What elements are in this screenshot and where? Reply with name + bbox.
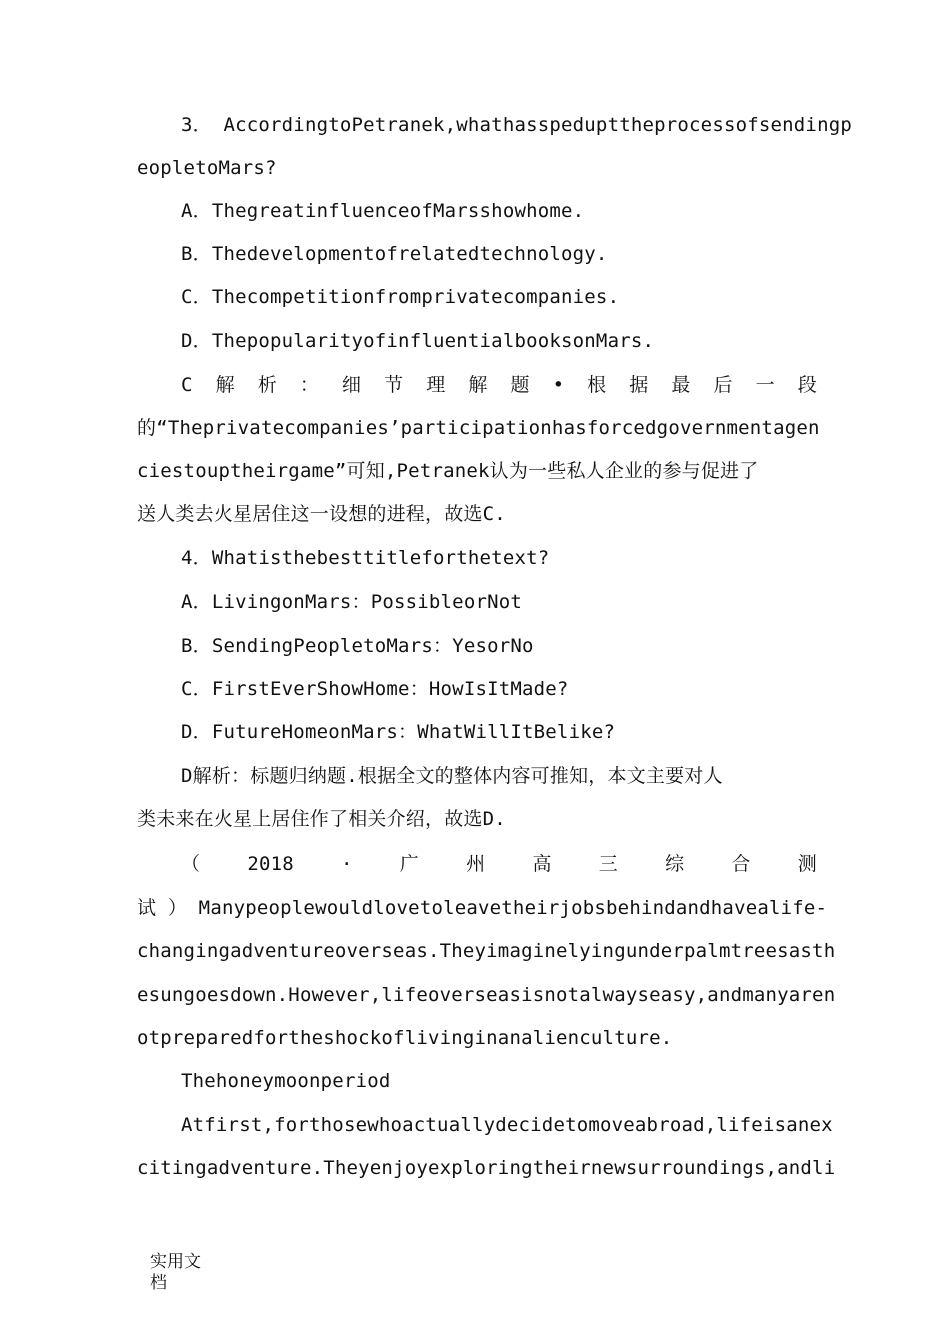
footer-line-2: 档 [150, 1273, 167, 1293]
q4-analysis-line-2: 类未来在火星上居住作了相关介绍，故选D. [137, 808, 506, 830]
analysis-token: 段 [797, 374, 817, 396]
passage-line-2: 试 ） Manypeoplewouldlovetoleavetheirjobsbehindandhavealife- [137, 897, 828, 919]
q3-stem-line-1: 3． AccordingtoPetranek,whathasspedupttheprocessofsendingp [181, 114, 852, 136]
q3-analysis-line-2: 的“Theprivatecompanies’participationhasforcedgovernmentagen [137, 417, 820, 439]
q4-option-c: C．FirstEverShowHome：HowIsItMade? [181, 678, 569, 700]
analysis-token: 根 [587, 374, 607, 396]
analysis-token: 题 [510, 374, 530, 396]
section-heading: Thehoneymoonperiod [181, 1070, 391, 1092]
source-token: 高 [532, 853, 552, 875]
analysis-token: 细 [341, 374, 362, 396]
source-token: 综 [665, 853, 685, 875]
q4-option-b: B．SendingPeopletoMars：YesorNo [181, 635, 534, 657]
analysis-token: 析 [257, 374, 277, 396]
passage-line-4: esungoesdown.However,lifeoverseasisnotalwayseasy,andmanyaren [137, 984, 836, 1006]
passage-line-5: otpreparedfortheshockoflivinginanalienculture. [137, 1027, 673, 1049]
analysis-token: C [181, 374, 193, 396]
source-token: 三 [598, 853, 618, 875]
paragraph-line-1: Atfirst,forthosewhoactuallydecidetomoveabroad,lifeisanex [181, 1114, 833, 1136]
source-token: 合 [731, 853, 751, 875]
q3-option-a: A．ThegreatinfluenceofMarsshowhome. [181, 200, 585, 222]
source-token: 2018 [247, 853, 294, 875]
analysis-token: 据 [629, 374, 649, 396]
q3-option-b: B．Thedevelopmentofrelatedtechnology. [181, 243, 608, 265]
q4-stem: 4．Whatisthebesttitleforthetext? [181, 547, 550, 569]
analysis-token: 节 [384, 374, 404, 396]
analysis-token: ： [299, 374, 320, 396]
analysis-token: 理 [426, 374, 446, 396]
q3-stem-line-2: eopletoMars? [137, 157, 277, 179]
analysis-token: 后 [713, 374, 733, 396]
source-token: 测 [797, 853, 817, 875]
page-footer [150, 1252, 201, 1294]
q3-option-c: C．Thecompetitionfromprivatecompanies. [181, 286, 620, 308]
q3-analysis-line-1 [181, 372, 817, 398]
q4-option-d: D．FutureHomeonMars：WhatWillItBelike? [181, 721, 616, 743]
paragraph-line-2: citingadventure.Theyenjoyexploringtheirnewsurroundings,andli [137, 1157, 836, 1179]
source-token: （ [181, 853, 201, 875]
passage-line-3: changingadventureoverseas.Theyimaginelyingunderpalmtreesasth [137, 940, 836, 962]
q4-option-a: A．LivingonMars：PossibleorNot [181, 591, 523, 613]
analysis-token: • [552, 374, 565, 396]
source-token: 广 [399, 853, 419, 875]
source-token: · [341, 853, 353, 875]
q3-analysis-line-4: 送人类去火星居住这一设想的进程，故选C. [137, 503, 506, 525]
analysis-token: 一 [755, 374, 775, 396]
analysis-token: 最 [671, 374, 691, 396]
analysis-token: 解 [215, 374, 235, 396]
passage-source-line [181, 851, 817, 877]
analysis-token: 解 [468, 374, 488, 396]
q3-option-d: D．ThepopularityofinfluentialbooksonMars. [181, 330, 655, 352]
q3-analysis-line-3: ciestouptheirgame”可知,Petranek认为一些私人企业的参与促进了 [137, 460, 759, 482]
footer-line-1: 实用文 [150, 1252, 201, 1272]
source-token: 州 [466, 853, 486, 875]
q4-analysis-line-1: D解析：标题归纳题.根据全文的整体内容可推知，本文主要对人 [181, 765, 723, 787]
